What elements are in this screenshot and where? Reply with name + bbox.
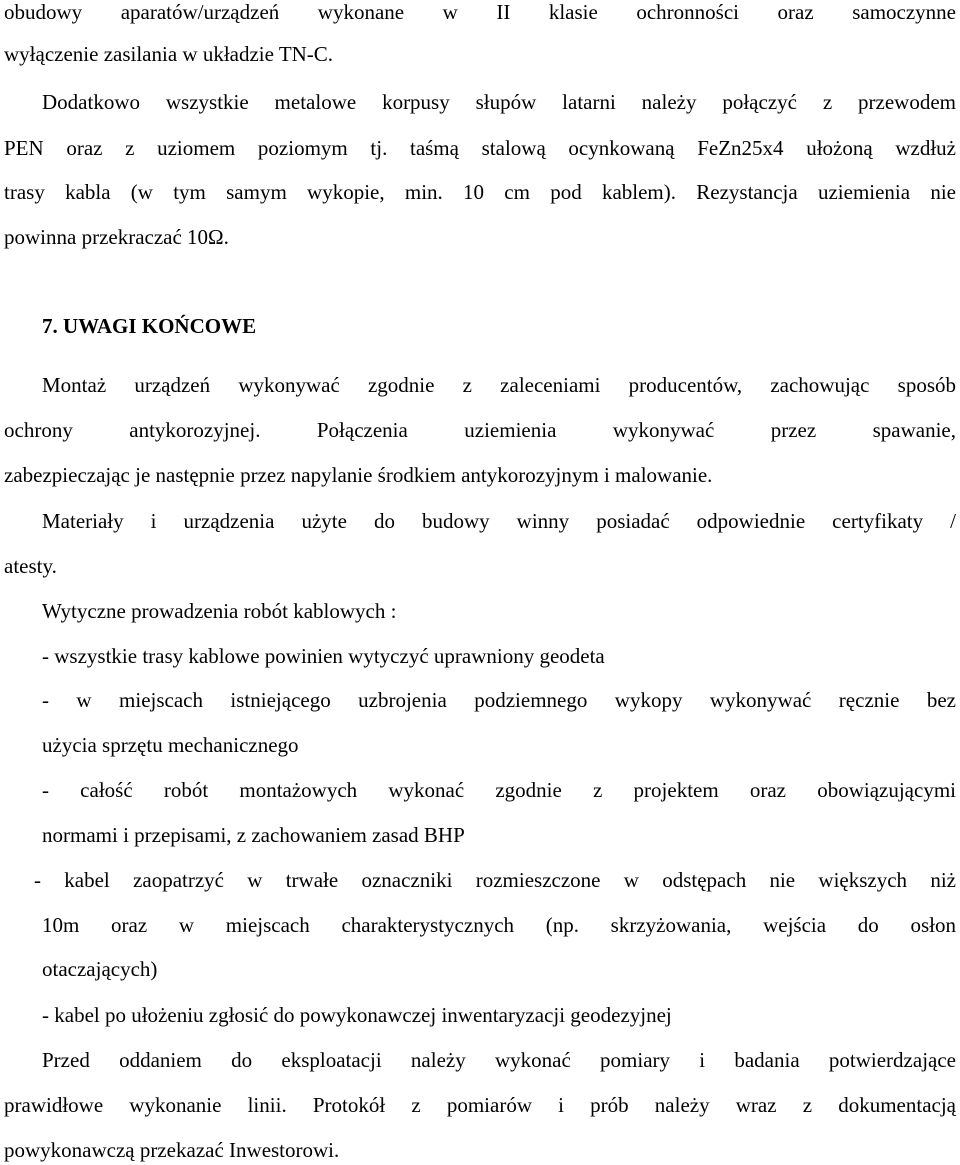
list-item: - kabel po ułożeniu zgłosić do powykonawczej inwentaryzacji geodezyjnej xyxy=(42,1003,672,1027)
list-item: - w miejscach istniejącego uzbrojenia podziemnego wykopy wykonywać ręcznie bez xyxy=(42,688,956,712)
list-item-continuation: użycia sprzętu mechanicznego xyxy=(42,733,299,757)
text-line: obudowy aparatów/urządzeń wykonane w II klasie ochronności oraz samoczynne xyxy=(4,0,956,24)
list-item: - całość robót montażowych wykonać zgodnie z projektem oraz obowiązującymi xyxy=(42,778,956,802)
text-line: Przed oddaniem do eksploatacji należy wykonać pomiary i badania potwierdzające xyxy=(42,1048,956,1072)
text-line: powinna przekraczać 10Ω. xyxy=(4,225,229,249)
guidelines-title: Wytyczne prowadzenia robót kablowych : xyxy=(42,599,397,623)
list-item: - wszystkie trasy kablowe powinien wytyczyć uprawniony geodeta xyxy=(42,644,605,668)
text-line: zabezpieczając je następnie przez napylanie środkiem antykorozyjnym i malowanie. xyxy=(4,463,713,487)
text-line: atesty. xyxy=(4,554,57,578)
text-line: ochrony antykorozyjnej. Połączenia uziemienia wykonywać przez spawanie, xyxy=(4,418,956,442)
text-line: Materiały i urządzenia użyte do budowy winny posiadać odpowiednie certyfikaty / xyxy=(42,509,956,533)
text-line: powykonawczą przekazać Inwestorowi. xyxy=(4,1138,340,1162)
text-line: trasy kabla (w tym samym wykopie, min. 10 cm pod kablem). Rezystancja uziemienia nie xyxy=(4,180,956,204)
text-line: Montaż urządzeń wykonywać zgodnie z zaleceniami producentów, zachowując sposób xyxy=(42,373,956,397)
list-item-continuation: normami i przepisami, z zachowaniem zasad BHP xyxy=(42,823,465,847)
text-line: wyłączenie zasilania w układzie TN-C. xyxy=(4,42,334,66)
list-item-continuation: 10m oraz w miejscach charakterystycznych (np. skrzyżowania, wejścia do osłon xyxy=(42,913,956,937)
section-heading: 7. UWAGI KOŃCOWE xyxy=(42,314,257,338)
text-line: prawidłowe wykonanie linii. Protokół z pomiarów i prób należy wraz z dokumentacją xyxy=(4,1093,956,1117)
text-line: PEN oraz z uziomem poziomym tj. taśmą stalową ocynkowaną FeZn25x4 ułożoną wzdłuż xyxy=(4,136,956,160)
list-item-continuation: otaczających) xyxy=(42,957,158,981)
list-item: - kabel zaopatrzyć w trwałe oznaczniki rozmieszczone w odstępach nie większych niż xyxy=(34,868,956,892)
text-line: Dodatkowo wszystkie metalowe korpusy słupów latarni należy połączyć z przewodem xyxy=(42,90,956,114)
